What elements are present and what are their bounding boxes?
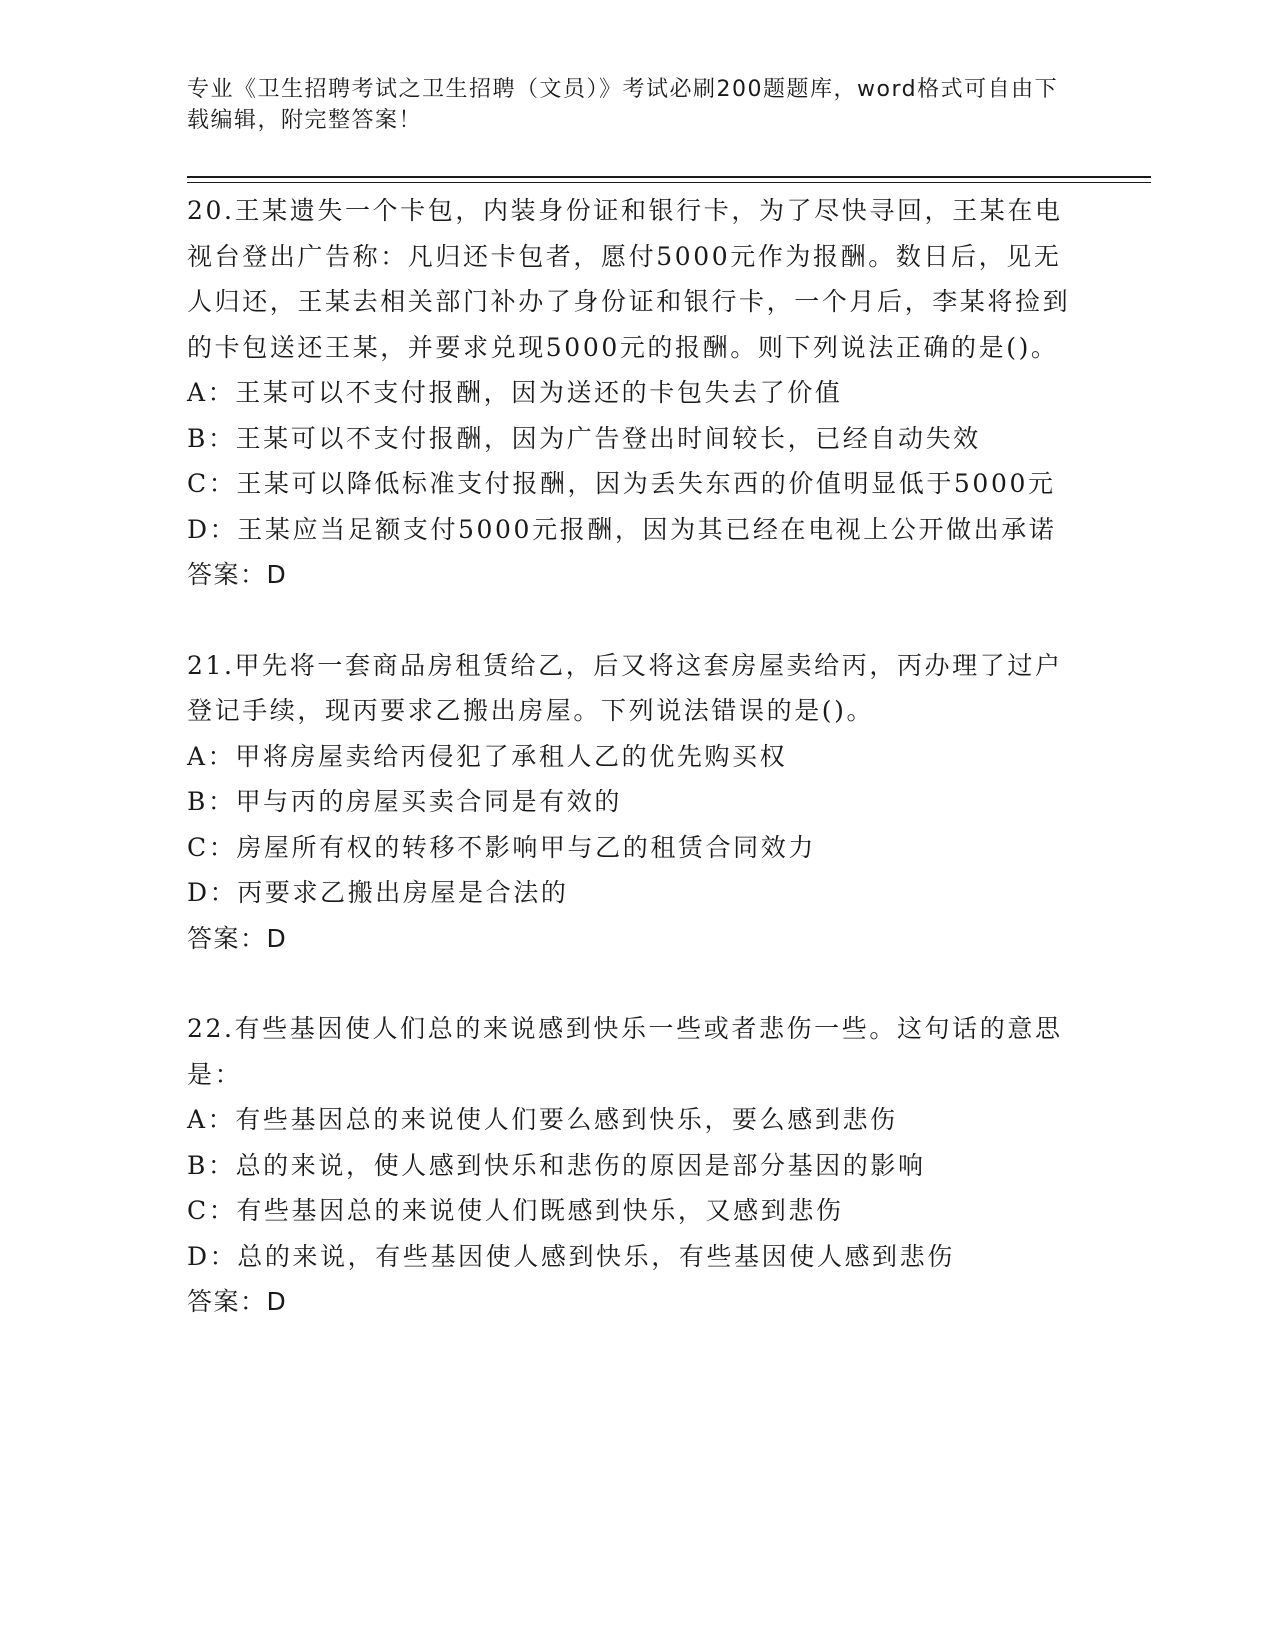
answer-label: 答案：D	[187, 560, 288, 589]
option-c: C：有些基因总的来说使人们既感到快乐，又感到悲伤	[187, 1196, 844, 1225]
answer-label: 答案：D	[187, 923, 288, 953]
question-stem: 22.有些基因使人们总的来说感到快乐一些或者悲伤一些。这句话的意思是：	[187, 1014, 1063, 1089]
document-header: 专业《卫生招聘考试之卫生招聘（文员）》考试必刷200题题库，word格式可自由下载编辑，附完整答案！	[187, 77, 1059, 133]
question-22	[187, 1006, 1082, 1325]
option-c: C：房屋所有权的转移不影响甲与乙的租赁合同效力	[187, 832, 816, 862]
question-list	[187, 188, 1082, 1370]
question-21	[187, 643, 1082, 962]
header-divider-thick	[187, 176, 1151, 178]
question-stem: 20.王某遗失一个卡包，内装身份证和银行卡，为了尽快寻回，王某在电视台登出广告称：凡归还卡包者，愿付5000元作为报酬。数日后，见无人归还，王某去相关部门补办了身份证和银行卡，一个月后，李某将捡到的卡包送还王某，并要求兑现5000元的报酬。则下列说法正确的是()。	[187, 196, 1071, 362]
option-d: D：丙要求乙搬出房屋是合法的	[187, 878, 569, 907]
question-stem: 21.甲先将一套商品房租赁给乙，后又将这套房屋卖给丙，丙办理了过户登记手续，现丙要求乙搬出房屋。下列说法错误的是()。	[187, 650, 1063, 725]
question-20	[187, 188, 1082, 598]
option-a: A：有些基因总的来说使人们要么感到快乐，要么感到悲伤	[187, 1105, 898, 1134]
option-a: A：王某可以不支付报酬，因为送还的卡包失去了价值	[187, 378, 843, 407]
option-b: B：总的来说，使人感到快乐和悲伤的原因是部分基因的影响	[187, 1150, 926, 1180]
option-d: D：总的来说，有些基因使人感到快乐，有些基因使人感到悲伤	[187, 1241, 955, 1271]
option-b: B：王某可以不支付报酬，因为广告登出时间较长，已经自动失效	[187, 423, 981, 453]
option-d: D：王某应当足额支付5000元报酬，因为其已经在电视上公开做出承诺	[187, 514, 1057, 544]
option-b: B：甲与丙的房屋买卖合同是有效的	[187, 787, 622, 816]
option-a: A：甲将房屋卖给丙侵犯了承租人乙的优先购买权	[187, 741, 788, 771]
answer-label: 答案：D	[187, 1287, 288, 1316]
option-c: C：王某可以降低标准支付报酬，因为丢失东西的价值明显低于5000元	[187, 469, 1056, 498]
header-divider-thin	[187, 182, 1151, 183]
